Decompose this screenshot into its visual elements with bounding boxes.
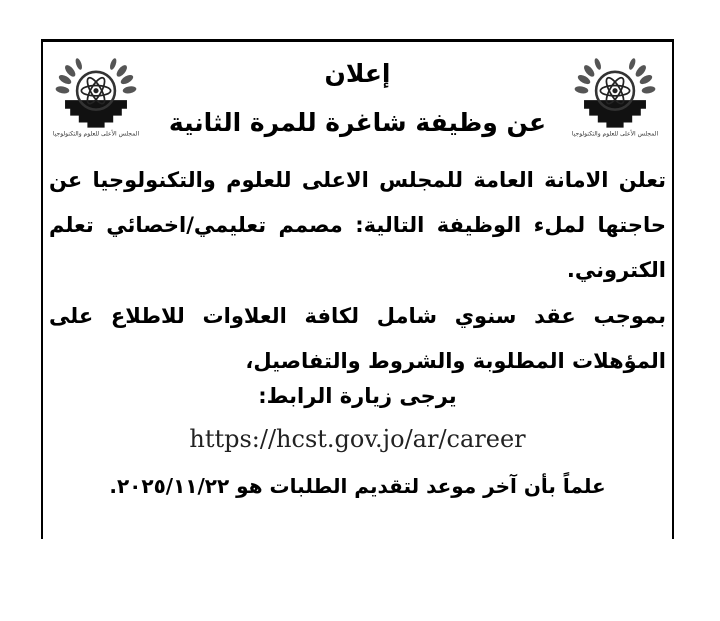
conditions-paragraph: بموجب عقد سنوي شامل لكافة العلاوات للاطلاع على المؤهلات المطلوبة والشروط والتفاصيل،	[49, 304, 666, 373]
page-title: إعلان	[324, 59, 391, 88]
logo-caption: المجلس الأعلى للعلوم والتكنولوجيا	[572, 130, 658, 138]
page-subtitle: عن وظيفة شاغرة للمرة الثانية	[168, 108, 547, 137]
announcement-paragraph: تعلن الامانة العامة للمجلس الاعلى للعلوم والتكنولوجيا عن حاجتها لملء الوظيفة التالية: مصمم تعليمي/اخصائي تعلم الكتروني.	[49, 168, 666, 282]
logo-caption: المجلس الأعلى للعلوم والتكنولوجيا	[53, 130, 139, 138]
announcement-card	[41, 39, 674, 539]
career-url-link[interactable]: https://hcst.gov.jo/ar/career	[189, 425, 526, 453]
visit-link-label: يرجى زيارة الرابط:	[258, 384, 457, 408]
deadline-text: علماً بأن آخر موعد لتقديم الطلبات هو ٢٠٢٥/١١/٢٢.	[109, 474, 606, 498]
